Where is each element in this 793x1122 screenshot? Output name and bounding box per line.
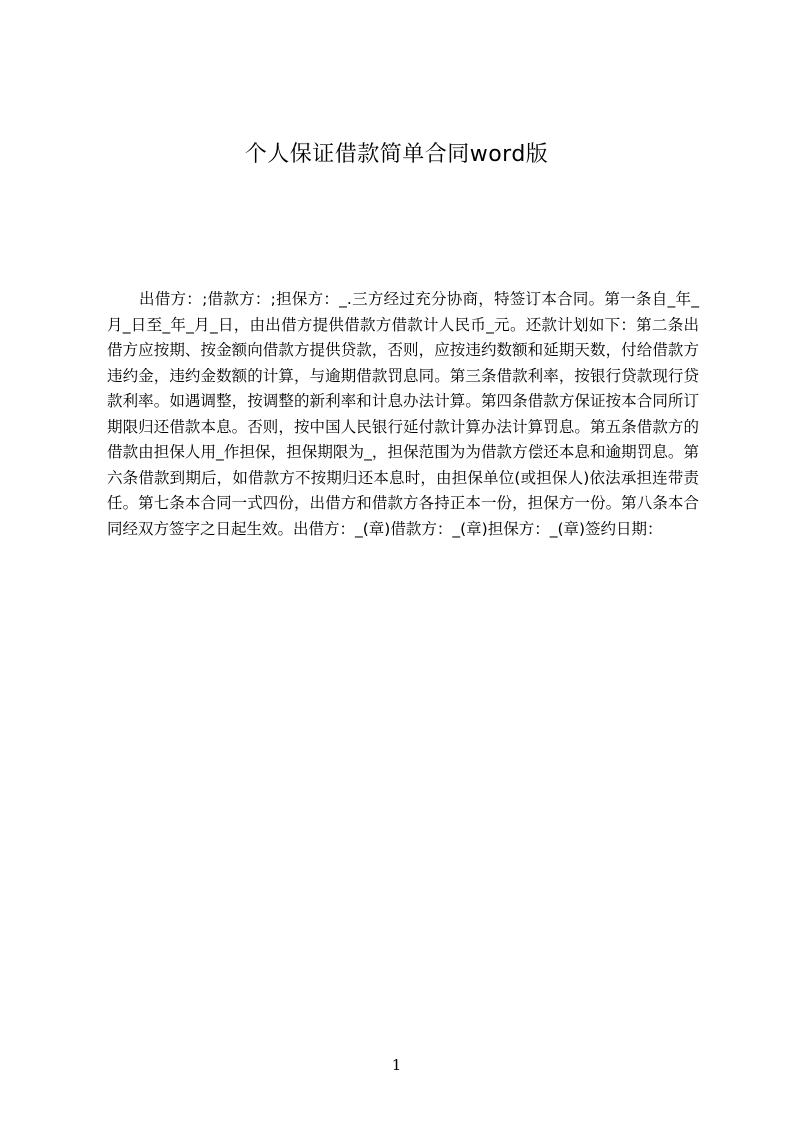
page-number: 1 <box>391 1056 402 1074</box>
contract-body-text: 出借方：;借款方：;担保方：_.三方经过充分协商，特签订本合同。第一条自_年_月_日至_年_月_日，由出借方提供借款方借款计人民币_元。还款计划如下：第二条出借方应按期、按金额向借款方提供贷款，否则，应按违约数额和延期天数，付给借款方违约金，违约金数额的计算，与逾期借款罚息同。第三条借款利率，按银行贷款现行贷款利率。如遇调整，按调整的新利率和计息办法计算。第四条借款方保证按本合同所订期限归还借款本息。否则，按中国人民银行延付款计算办法计算罚息。第五条借款方的借款由担保人用_作担保，担保期限为_，担保范围为为借款方偿还本息和逾期罚息。第六条借款到期后，如借款方不按期归还本息时，由担保单位(或担保人)依法承担连带责任。第七条本合同一式四份，出借方和借款方各持正本一份，担保方一份。第八条本合同经双方签字之日起生效。出借方：_(章)借款方：_(章)担保方：_(章)签约日期： <box>107 290 699 538</box>
document-title: 个人保证借款简单合同word版 <box>244 142 549 167</box>
